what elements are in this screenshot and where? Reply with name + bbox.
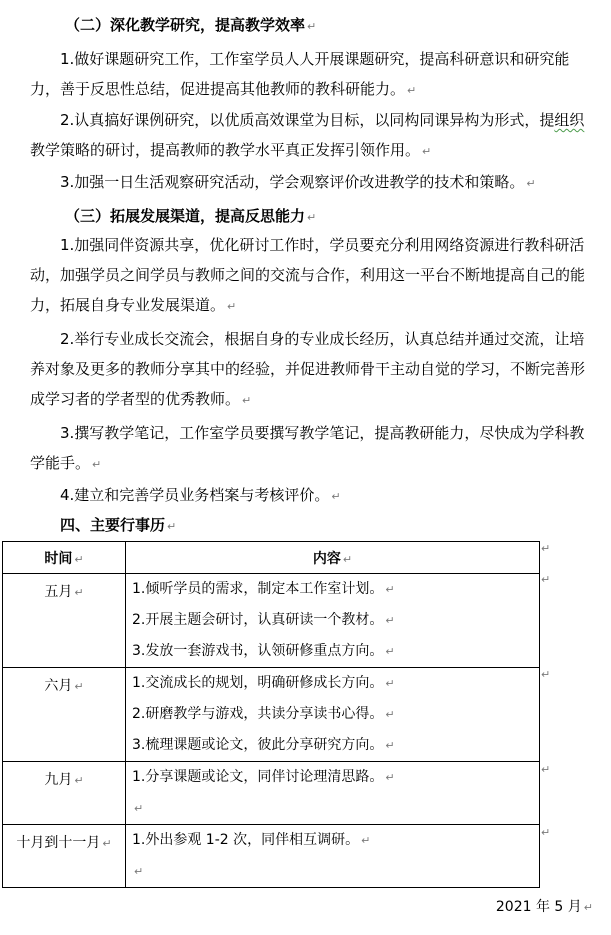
paragraph: 2.举行专业成长交流会，根据自身的专业成长经历，认真总结并通过交流，让培养对象及更多的教师分享其中的经验，并促进教师骨干主动自觉的学习，不断完善形成学习者的学者型的优秀教师。 ↵ (30, 330, 586, 408)
month-cell: 六月 ↵ (3, 668, 126, 762)
table-row (3, 574, 540, 668)
row-end-mark: ↵ (541, 763, 551, 776)
list-item: ↵ (134, 802, 144, 815)
table-header-row (3, 542, 540, 574)
paragraph: 3.撰写教学笔记，工作室学员要撰写教学笔记，提高教研能力，尽快成为学科教学能手。 ↵ (30, 424, 585, 472)
schedule-table (2, 541, 540, 888)
row-end-mark: ↵ (541, 668, 551, 681)
row-end-mark: ↵ (541, 826, 551, 839)
paragraph: 4.建立和完善学员业务档案与考核评价。 ↵ (60, 486, 341, 504)
table-row (3, 762, 540, 825)
row-end-mark: ↵ (541, 542, 551, 555)
list-item: 1.倾听学员的需求，制定本工作室计划。 ↵ (132, 581, 395, 597)
section-heading-deepen-research: （二）深化教学研究，提高教学效率 ↵ (65, 16, 317, 34)
paragraph: 3.加强一日生活观察研究活动，学会观察评价改进教学的技术和策略。 ↵ (60, 173, 536, 191)
list-item: 2.开展主题会研讨，认真研读一个教材。 ↵ (132, 612, 395, 628)
column-header-time: 时间 ↵ (3, 542, 126, 574)
month-cell: 五月 ↵ (3, 574, 126, 668)
content-cell (126, 574, 540, 668)
paragraph: 1.做好课题研究工作，工作室学员人人开展课题研究，提高科研意识和研究能力，善于反思性总结，促进提高其他教师的教科研能力。 ↵ (30, 50, 570, 98)
content-cell (126, 825, 540, 888)
list-item: 1.交流成长的规划，明确研修成长方向。 ↵ (132, 675, 395, 691)
list-item: 3.发放一套游戏书，认领研修重点方向。 ↵ (132, 643, 395, 659)
table-row (3, 825, 540, 888)
month-cell: 九月 ↵ (3, 762, 126, 825)
section-heading-expand-channels: （三）拓展发展渠道，提高反思能力 ↵ (65, 207, 317, 225)
table-row (3, 668, 540, 762)
list-item: 1.分享课题或论文，同伴讨论理清思路。 ↵ (132, 769, 395, 785)
month-cell: 十月到十一月 ↵ (3, 825, 126, 888)
paragraph: 1.加强同伴资源共享，优化研讨工作时，学员要充分利用网络资源进行教科研活动，加强学员之间学员与教师之间的交流与合作，利用这一平台不断地提高自己的能力，拓展自身专业发展渠道。 ↵ (30, 236, 586, 314)
document-date: 2021 年 5 月 ↵ (495, 899, 593, 915)
list-item: ↵ (134, 865, 144, 878)
row-end-mark: ↵ (541, 573, 551, 586)
content-cell (126, 668, 540, 762)
content-cell (126, 762, 540, 825)
list-item: 3.梳理课题或论文，彼此分享研究方向。 ↵ (132, 737, 395, 753)
spellcheck-underline: 组织 (554, 111, 585, 129)
list-item: 2.研磨教学与游戏，共读分享读书心得。 ↵ (132, 706, 395, 722)
section-heading-schedule: 四、主要行事历 ↵ (60, 516, 177, 534)
column-header-content: 内容 ↵ (126, 542, 540, 574)
paragraph: 2.认真搞好课例研究，以优质高效课堂为目标，以同构同课异构为形式，提组织教学策略的研讨，提高教师的教学水平真正发挥引领作用。 ↵ (30, 111, 585, 159)
list-item: 1.外出参观 1-2 次，同伴相互调研。 ↵ (132, 832, 371, 848)
